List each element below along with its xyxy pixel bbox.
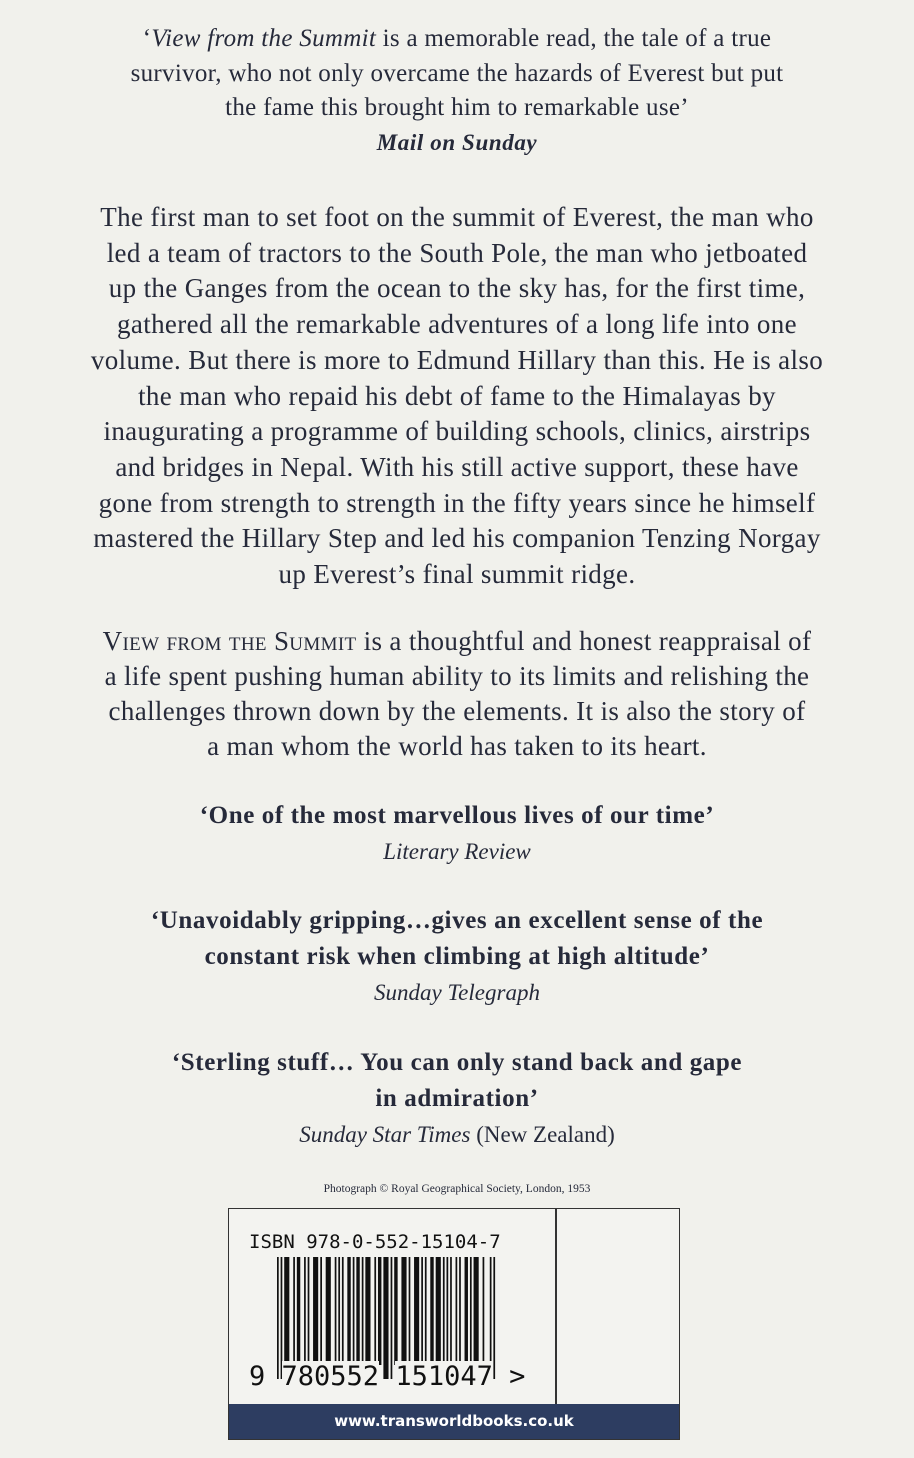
barcode-bar bbox=[409, 1257, 411, 1365]
barcode-digits-group2: 151047 bbox=[395, 1361, 493, 1392]
publisher-website[interactable]: www.transworldbooks.co.uk bbox=[229, 1404, 679, 1439]
barcode-bar bbox=[465, 1257, 468, 1365]
blurb-text: is a thoughtful and honest reappraisal of bbox=[356, 626, 812, 656]
barcode-bar bbox=[284, 1257, 289, 1365]
blurb-line: challenges thrown down by the elements. It is also the story of bbox=[108, 696, 806, 726]
quote-mail-on-sunday bbox=[0, 22, 914, 160]
blurb-line: mastered the Hillary Step and led his companion Tenzing Norgay bbox=[93, 523, 821, 554]
blurb-line: up Everest’s final summit ridge. bbox=[278, 559, 636, 590]
blurb-line: volume. But there is more to Edmund Hillary than this. He is also bbox=[90, 344, 824, 375]
quote-line: the fame this brought him to remarkable use’ bbox=[225, 94, 689, 121]
barcode-bar bbox=[326, 1257, 331, 1365]
barcode-bar bbox=[430, 1257, 433, 1365]
barcode-end-marker: > bbox=[509, 1361, 526, 1392]
barcode-bar bbox=[459, 1257, 461, 1365]
barcode-box bbox=[228, 1208, 680, 1440]
barcode-bar bbox=[365, 1257, 370, 1365]
barcode-bar bbox=[353, 1257, 355, 1365]
blurb-line: a life spent pushing human ability to its limits and relishing the bbox=[104, 661, 810, 691]
quote-sunday-star-times bbox=[0, 1045, 914, 1153]
barcode-bar bbox=[293, 1257, 295, 1365]
barcode-digits-group1: 780552 bbox=[281, 1361, 380, 1392]
quote-source: Mail on Sunday bbox=[376, 129, 538, 155]
blurb-line: and bridges in Nepal. With his still active support, these have bbox=[115, 451, 799, 482]
barcode-digits bbox=[249, 1361, 525, 1392]
barcode-bar bbox=[362, 1257, 364, 1365]
barcode-bar bbox=[414, 1257, 419, 1365]
quote-source: Sunday Telegraph bbox=[374, 980, 540, 1005]
quote-line: ‘One of the most marvellous lives of our time’ bbox=[199, 802, 715, 829]
quote-line: in admiration’ bbox=[375, 1085, 539, 1112]
barcode-bar bbox=[356, 1257, 359, 1365]
barcode-bar bbox=[436, 1257, 441, 1365]
barcode-bar bbox=[342, 1257, 344, 1365]
barcode-bar bbox=[308, 1257, 310, 1365]
barcode-bar bbox=[297, 1257, 300, 1365]
quote-sunday-telegraph bbox=[0, 903, 914, 1011]
barcode-bar bbox=[374, 1257, 376, 1365]
blurb-line: led a team of tractors to the South Pole, the man who jetboated bbox=[106, 237, 808, 268]
quote-literary-review bbox=[0, 798, 914, 870]
barcode-bar bbox=[421, 1257, 423, 1365]
book-title: View from the Summit bbox=[102, 626, 357, 656]
barcode-bar bbox=[450, 1257, 452, 1365]
barcode-bar bbox=[401, 1257, 406, 1365]
quote-source: Literary Review bbox=[383, 839, 531, 864]
barcode-bar bbox=[490, 1257, 492, 1365]
quote-line: ‘Unavoidably gripping…gives an excellent sense of the bbox=[150, 907, 764, 934]
blurb-line: the man who repaid his debt of fame to the Himalayas by bbox=[138, 380, 776, 411]
quote-line: ‘Sterling stuff… You can only stand back and gape bbox=[171, 1049, 743, 1076]
barcode-bar bbox=[347, 1257, 350, 1365]
barcode-bar bbox=[456, 1257, 458, 1365]
blurb-line: up the Ganges from the ocean to the sky has, for the first time, bbox=[108, 273, 806, 304]
blurb-line: gathered all the remarkable adventures of a long life into one bbox=[117, 309, 797, 340]
barcode-bar bbox=[425, 1257, 427, 1365]
barcode-bar bbox=[313, 1257, 318, 1365]
barcode-bar bbox=[470, 1257, 472, 1365]
blurb-line: a man whom the world has taken to its heart. bbox=[207, 731, 707, 761]
isbn-label: ISBN 978-0-552-15104-7 bbox=[249, 1231, 501, 1253]
barcode-bar bbox=[378, 1257, 381, 1365]
blurb-line: gone from strength to strength in the fifty years since he himself bbox=[98, 487, 816, 518]
barcode-bar bbox=[304, 1257, 306, 1365]
quote-line: constant risk when climbing at high altitude’ bbox=[204, 943, 710, 970]
quote-source: Sunday Star Times bbox=[299, 1122, 471, 1147]
blurb-line: inaugurating a programme of building schools, clinics, airstrips bbox=[103, 416, 811, 447]
quote-source-suffix: (New Zealand) bbox=[470, 1122, 615, 1147]
barcode-bar bbox=[483, 1257, 485, 1365]
barcode-bar bbox=[443, 1257, 445, 1365]
barcode-bar bbox=[338, 1257, 340, 1365]
blurb-paragraph-2 bbox=[0, 624, 914, 764]
barcode-bar bbox=[320, 1257, 322, 1365]
quote-line: survivor, who not only overcame the hazards of Everest but put bbox=[130, 59, 784, 87]
barcode-bar bbox=[474, 1257, 479, 1365]
blurb-paragraph-1 bbox=[0, 200, 914, 593]
barcode-digit-first: 9 bbox=[249, 1361, 266, 1392]
quote-text: is a memorable read, the tale of a true bbox=[376, 25, 772, 52]
book-title: View from the Summit bbox=[151, 25, 377, 52]
barcode-bar bbox=[447, 1257, 449, 1365]
barcode-bar bbox=[335, 1257, 337, 1365]
photo-credit: Photograph © Royal Geographical Society, London, 1953 bbox=[323, 1183, 591, 1195]
barcode-divider bbox=[555, 1209, 557, 1405]
open-quote: ‘ bbox=[142, 25, 152, 52]
blurb-line: The first man to set foot on the summit of Everest, the man who bbox=[100, 202, 814, 232]
barcode-bar bbox=[394, 1257, 397, 1365]
